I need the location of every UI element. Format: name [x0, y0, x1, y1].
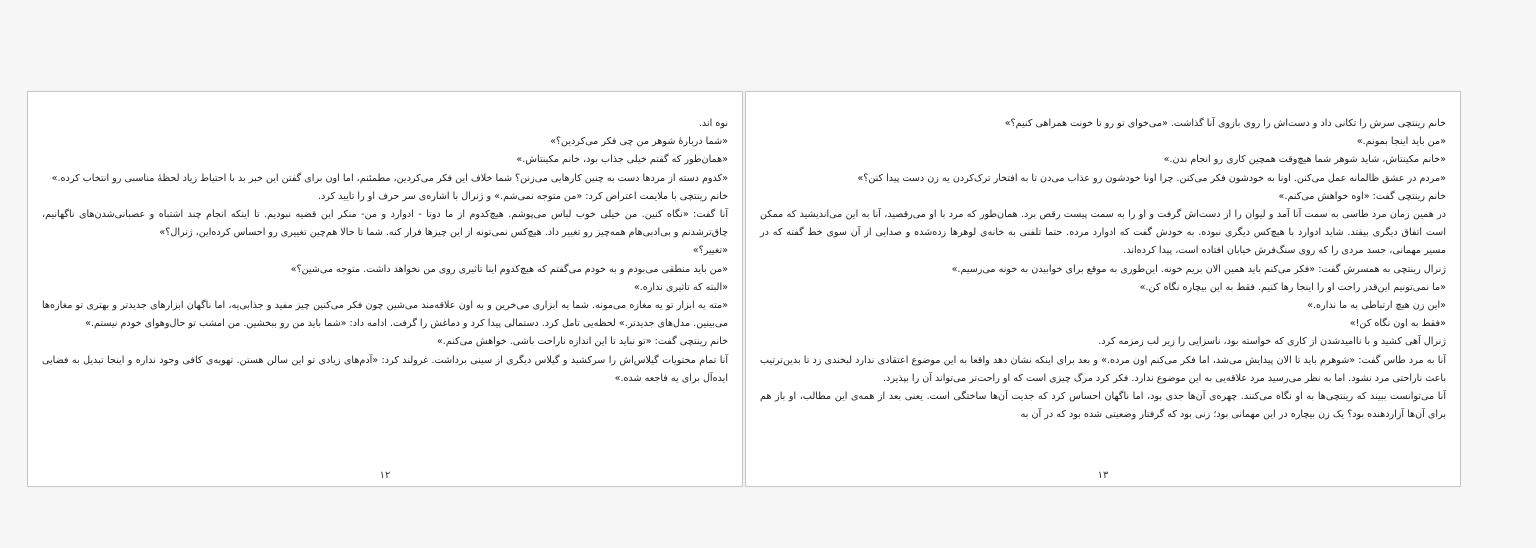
- paragraph: «شما دربارهٔ شوهر من چی فکر می‌کردین؟»: [550, 136, 728, 148]
- paragraph: ژنرال رینتچی به همسرش گفت: «فکر می‌کنم باید همین الان بریم خونه. این‌طوری به موقع برای خوابیدن به خونه می‌رسیم.»: [951, 263, 1446, 275]
- right-page-text: [760, 115, 1446, 424]
- paragraph: در همین زمان مرد طاسی به سمت آنا آمد و لیوان را از دست‌اش گرفت و او را به سمت پیست رقص برد. همان‌طور که مرد با او می‌رقصید، آنا به این می‌اندیشید که ممکن است اتفاق دیگری بیفتد. شاید ادوارد با هیچ‌کس دیگری نبوده. به خودش گفت که ادوارد مرده. حتما تلفنی به خانه‌ی لوهرها زده‌شده و صدایی از آن سوی خط گفته که در مسیر مهمانی، جسد مردی را که روی سنگ‌فرش خیابان افتاده است، پیدا کرده‌اند.: [760, 209, 1446, 257]
- paragraph: «خانم مکینتاش، شاید شوهر شما هیچ‌وقت همچین کاری رو انجام ندن.»: [1163, 154, 1446, 166]
- paragraph: «تغییر؟»: [692, 245, 728, 257]
- left-page: [27, 91, 743, 487]
- paragraph: «مردم در عشق ظالمانه عمل می‌کنن. اونا به خودشون فکر می‌کنن. چرا اونا خودشون رو عذاب می‌دن تا به افتخار ترک‌کردن یه زن دست پیدا کنن؟»: [857, 172, 1446, 184]
- paragraph: «این زن هیچ ارتباطی به ما نداره.»: [1307, 300, 1446, 312]
- paragraph: خانم رینتچی با ملایمت اعتراض کرد: «من متوجه نمی‌شم.» و ژنرال با اشاره‌ی سر حرف او را تایید کرد.: [317, 190, 728, 202]
- paragraph: «من باید اینجا بمونم.»: [1356, 136, 1446, 148]
- paragraph: آنا به مرد طاس گفت: «شوهرم باید تا الان پیدایش می‌شد، اما فکر می‌کنم اون مرده.» و بعد برای اینکه نشان دهد واقعا به این موضوع اعتقادی ندارد لبخندی زد تا بدین‌ترتیب باعث ناراحتی مرد نشود. اما به نظر می‌رسید مرد علاقه‌یی به این موضوع ندارد. فکر کرد مرگ چیزی است که او راحت‌تر می‌تواند آن را بپذیرد.: [760, 354, 1446, 384]
- paragraph: «ما نمی‌تونیم این‌قدر راحت او را اینجا رها کنیم. فقط به این بیچاره نگاه کن.»: [1139, 281, 1446, 293]
- paragraph: «فقط به اون نگاه کن!»: [1349, 318, 1446, 330]
- paragraph: «کدوم دسته از مردها دست به چنین کارهایی می‌زنن؟ شما خلاف این فکر می‌کردین، مطمئنم، اما اون برای گفتن این خبر بد با احتیاط زیاد لحظهٔ مناسبی رو انتخاب کرده.»: [51, 172, 728, 184]
- left-page-number: ۱۲: [379, 470, 391, 481]
- paragraph: «همان‌طور که گفتم خیلی جذاب بود، خانم مکینتاش.»: [516, 154, 728, 166]
- paragraph: نوه اند.: [698, 118, 728, 129]
- paragraph: «البته که تاثیری نداره.»: [633, 281, 728, 293]
- right-page: [745, 91, 1461, 487]
- paragraph: آنا می‌توانست ببیند که رینتچی‌ها به او نگاه می‌کنند. چهره‌ی آن‌ها جدی بود، اما ناگهان احساس کرد که جدیت آن‌ها ساختگی است. یعنی بعد از همه‌ی این مطالب، او باز هم برای آن‌ها آزاردهنده بود؟ یک زن بیچاره در این مهمانی بود؛ زنی بود که گرفتار وضعیتی شده بود که در آن به: [760, 391, 1446, 421]
- paragraph: خانم رینتچی گفت: «اوه خواهش می‌کنم.»: [1278, 190, 1446, 202]
- paragraph: «من باید منطقی می‌بودم و به خودم می‌گفتم که هیچ‌کدوم اینا تاثیری روی من نخواهد داشت. متوجه می‌شین؟»: [290, 263, 728, 275]
- paragraph: خانم رینتچی سرش را تکانی داد و دست‌اش را روی بازوی آنا گذاشت. «می‌خوای تو رو تا خونت همراهی کنیم؟»: [1004, 118, 1446, 129]
- paragraph: «مته یه ابزار تو یه مغازه می‌مونه. شما یه ابزاری می‌خرین و به اون علاقه‌مند می‌شین چون فکر می‌کنین چیز مفید و جذابی‌یه، اما ناگهان ابزارهای جدیدتر و بهتری تو مغازه‌ها می‌بینین. مدل‌های جدیدتر.» لحظه‌یی تامل کرد. دستمالی پیدا کرد و دماغش را گرفت. ادامه داد: «شما باید من رو ببخشین. من امشب تو حال‌وهوای خودم نیستم.»: [42, 300, 728, 330]
- right-page-number: ۱۳: [1097, 470, 1109, 481]
- left-page-text: [42, 115, 728, 388]
- paragraph: خانم رینتچی گفت: «تو نباید تا این اندازه ناراحت باشی. خواهش می‌کنم.»: [436, 336, 728, 348]
- paragraph: آنا تمام محتویات گیلاس‌اش را سرکشید و گیلاس دیگری از سینی برداشت. غرولند کرد: «آدم‌های زیادی تو این سالن هستن. تهویه‌ی کافی وجود نداره و اینجا تبدیل به فضایی ایده‌آل برای یه فاجعه شده.»: [42, 354, 728, 384]
- paragraph: ژنرال آهی کشید و با ناامیدشدن از کاری که خواسته بود، ناسزایی را زیر لب زمزمه کرد.: [1098, 336, 1446, 348]
- paragraph: آنا گفت: «نگاه کنین. من خیلی خوب لباس می‌پوشم. هیچ‌کدوم از ما دوتا - ادوارد و من- منکر این قضیه نبودیم. تا اینکه انجام چند اشتباه و عصبانی‌شدن‌های ناگهانیم، چاق‌ترشدنم و بی‌ادبی‌هام همه‌چیز رو تغییر داد. هیچ‌کس نمی‌تونه از این چیزها فرار کنه. شما تا حالا هم‌چین تغییری رو احساس کرده‌این، ژنرال؟»: [42, 209, 728, 239]
